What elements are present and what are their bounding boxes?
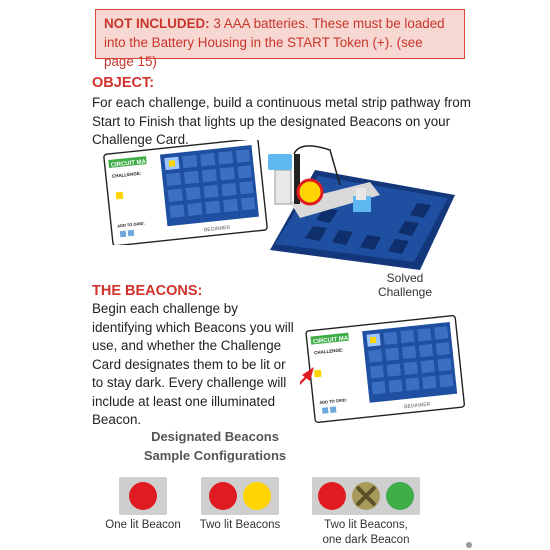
green-beacon-icon <box>386 482 414 510</box>
config-label-line1: Two lit Beacons, <box>324 519 408 531</box>
card-challenge-label: CHALLENGE: <box>111 170 142 179</box>
card-brand: CIRCUIT MAZE <box>110 158 154 169</box>
dark-beacon-x-icon <box>352 482 380 510</box>
card-add-label-2: ADD TO GRID: <box>319 397 348 406</box>
configurations-title <box>135 427 295 465</box>
config-label-line2: one dark Beacon <box>322 534 410 546</box>
object-text: For each challenge, build a continuous metal strip pathway from Start to Finish that lights up the designated Beacons on your Challenge Card. <box>92 95 471 147</box>
notice-prefix: NOT INCLUDED: <box>104 16 210 31</box>
configurations-title-line1: Designated Beacons <box>151 429 279 444</box>
yellow-beacon-icon <box>243 482 271 510</box>
red-beacon-icon <box>318 482 346 510</box>
notice-text: 3 AAA batteries. These must be loaded into the Battery Housing in the START Token (+). (see page 15) <box>104 16 445 69</box>
config-two-lit-one-dark-label <box>312 518 420 548</box>
beacons-heading: THE BEACONS: <box>92 283 203 299</box>
challenge-card-illustration <box>102 140 272 245</box>
object-heading: OBJECT: <box>92 75 155 91</box>
config-two-lit-tile <box>201 477 279 515</box>
challenge-card-illustration-2 <box>300 315 470 425</box>
red-beacon-icon <box>209 482 237 510</box>
red-beacon-icon <box>129 482 157 510</box>
not-included-notice <box>95 9 465 69</box>
card-add-label: ADD TO GRID: <box>116 220 145 229</box>
solved-challenge-caption: Solved Challenge <box>377 271 433 299</box>
page-dot <box>466 542 472 548</box>
beacons-text: Begin each challenge by identifying which Beacons you will use, and whether the Challenge Card designates them to be lit or to stay dark. Every challenge will include at least one illuminated Beacon. <box>92 301 294 427</box>
card-challenge-label-2: CHALLENGE: <box>313 347 344 356</box>
game-board-illustration <box>250 140 465 275</box>
configurations-title-line2: Sample Configurations <box>143 448 287 463</box>
config-two-lit-one-dark-tile <box>312 477 420 515</box>
config-two-lit-label: Two lit Beacons <box>199 519 281 531</box>
card-level: BEGINNER <box>203 224 231 234</box>
config-one-lit-label: One lit Beacon <box>105 519 181 531</box>
config-one-lit-tile <box>119 477 167 515</box>
card-brand-2: CIRCUIT MAZE <box>312 334 357 346</box>
card-level-2: BEGINNER <box>403 401 431 411</box>
